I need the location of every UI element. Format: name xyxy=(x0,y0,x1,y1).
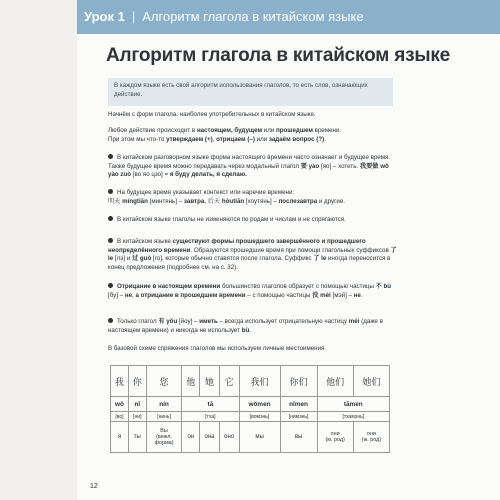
paragraph-8: Только глагол 有 yǒu [йоу] – иметь – всегда использует отрицательную частицу méi (даже в настоящем времени) и никогда не использует bù. xyxy=(108,318,383,334)
bullet-icon xyxy=(108,189,113,194)
bullet-icon xyxy=(108,216,113,221)
table-cell: nǐmen xyxy=(280,397,317,412)
paragraph-5: В китайском языке глаголы не изменяются по родам и числам и не спрягаются. xyxy=(108,216,398,225)
table-cell: 你们 xyxy=(280,366,317,397)
table-row-pinyin xyxy=(111,397,390,412)
bullet-icon xyxy=(108,283,113,288)
table-cell: nǐ xyxy=(128,397,146,412)
bullet-icon xyxy=(108,154,113,159)
header-divider: | xyxy=(131,9,136,24)
table-cell: tā xyxy=(182,397,239,412)
table-cell: [ни] xyxy=(128,412,146,422)
table-cell: мы xyxy=(239,422,280,453)
table-cell: они (м. род) xyxy=(317,422,353,453)
intro-box: В каждом языке есть свой алгоритм использования глаголов, то есть слов, означающих действие. xyxy=(108,78,393,106)
table-cell: 她 xyxy=(200,366,220,397)
table-cell: tāmen xyxy=(317,397,389,412)
table-cell: 它 xyxy=(219,366,239,397)
table-cell: она xyxy=(200,422,220,453)
table-cell: 我们 xyxy=(239,366,280,397)
table-cell: [тхамэнь] xyxy=(317,412,389,422)
table-cell: [вомэнь] xyxy=(239,412,280,422)
table-cell: 你 xyxy=(128,366,146,397)
table-cell: wǒmen xyxy=(239,397,280,412)
table-cell: [нимэнь] xyxy=(280,412,317,422)
paragraph-6: В китайском языке существуют формы прошедшего завершённого и прошедшего неопределённого времени. Образуются прошедшие время при помощи глагольных суффиксов 了 le [лэ] и 过 guò [го], которые обычно ставятся после глагола. Суффикс 了 le иногда переносится в конец предложения (подробнее см. на с. 32). xyxy=(108,238,397,271)
table-cell: он xyxy=(182,422,200,453)
table-cell: [тха] xyxy=(182,412,239,422)
page-number: 12 xyxy=(90,483,98,490)
paragraph-7: Отрицание в настоящем времени большинство глаголов образует с помощью частицы 不 bù [бу] – не, а отрицание в прошедшем времени – с помощью частицы 没 méi [мэй] – не. xyxy=(108,283,392,299)
table-cell: wǒ xyxy=(111,397,129,412)
table-cell: вы xyxy=(280,422,317,453)
bullet-icon xyxy=(108,238,113,243)
table-cell: 他 xyxy=(182,366,200,397)
table-cell: 他们 xyxy=(317,366,353,397)
pronoun-table xyxy=(110,365,390,453)
table-cell: nín xyxy=(146,397,182,412)
paragraph-1: Начнём с форм глагола, наиболее употребительных в китайском языке. xyxy=(108,111,316,118)
lesson-header xyxy=(84,9,364,24)
table-row-russian xyxy=(111,422,390,453)
table-cell: [нинь] xyxy=(146,412,182,422)
left-margin-band xyxy=(0,0,77,500)
bullet-icon xyxy=(108,318,113,323)
table-cell: 我 xyxy=(111,366,129,397)
header-topic: Алгоритм глагола в китайском языке xyxy=(142,9,364,24)
table-cell: 您 xyxy=(146,366,182,397)
paragraph-4: На будущее время указывает контекст или наречие времени: 明天 míngtiān [минтянь] – завтра, 后天 hòutiān [хоутянь] – послезавтра и другие. xyxy=(108,189,345,205)
table-row-cyrillic xyxy=(111,412,390,422)
table-cell: [во] xyxy=(111,412,129,422)
table-cell: 她们 xyxy=(353,366,389,397)
paragraph-9: В базовой схеме спряжения глаголов мы используем личные местоимения. xyxy=(108,345,327,352)
paragraph-2: Любое действие происходит в настоящем, будущем или прошедшем времени. При этом мы что-то утверждаем (+), отрицаем (–) или задаём вопрос (?). xyxy=(108,127,342,143)
table-cell: они (ж. род) xyxy=(353,422,389,453)
table-cell: ты xyxy=(128,422,146,453)
paragraph-3: В китайском разговорном языке форма настоящего времени часто означает и будущее время. Также будущее время можно передавать через модальный глагол 要 yào [яо] – хотеть. 我要做 wǒ yào zuò [во яо цзо] = я буду делать, я сделаю. xyxy=(108,154,391,178)
table-cell: оно xyxy=(219,422,239,453)
table-cell: Вы (вежл. форма) xyxy=(146,422,182,453)
table-cell: я xyxy=(111,422,129,453)
page-title: Алгоритм глагола в китайском языке xyxy=(106,45,451,66)
table-row-hanzi xyxy=(111,366,390,397)
lesson-number: Урок 1 xyxy=(84,9,125,24)
